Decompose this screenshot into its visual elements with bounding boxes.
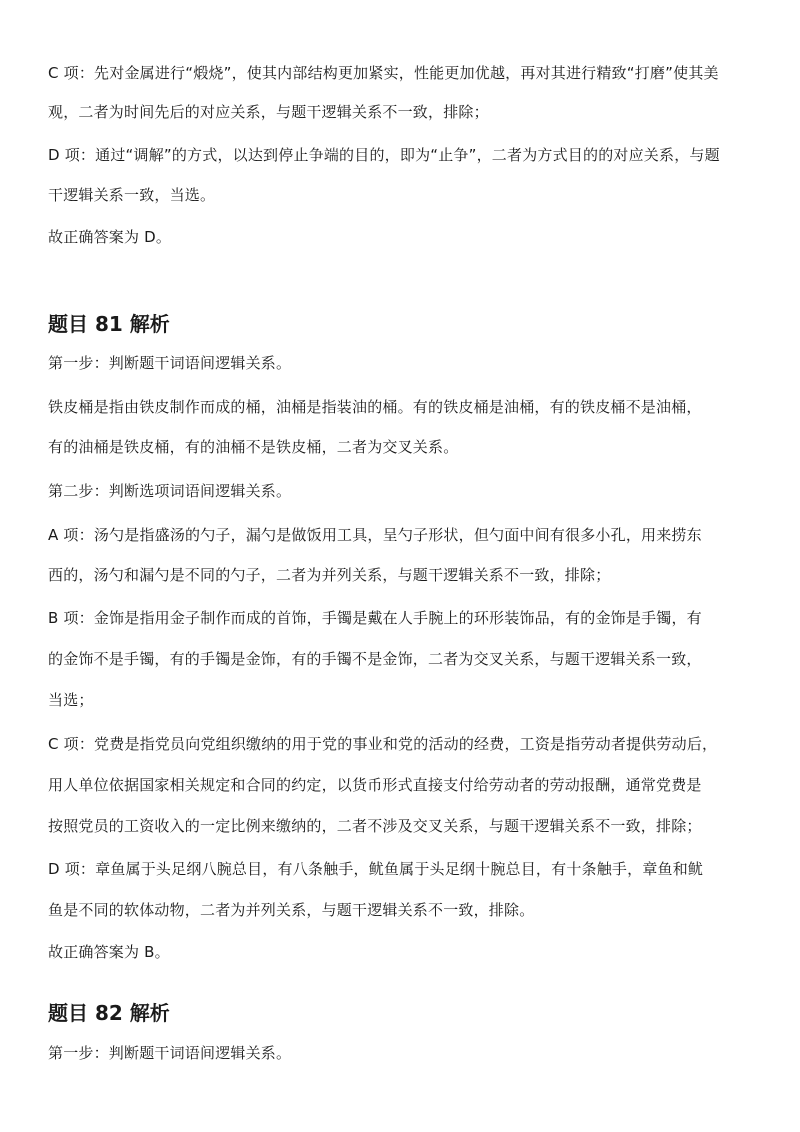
option-line: 用人单位依据国家相关规定和合同的约定，以货币形式直接支付给劳动者的劳动报酬，通常党费是 <box>48 776 702 794</box>
answer-line: 故正确答案为 B。 <box>48 943 170 961</box>
section-heading: 题目 81 解析 <box>48 312 170 336</box>
option-line: 当选； <box>48 691 94 709</box>
option-line: 西的，汤勺和漏勺是不同的勺子，二者为并列关系，与题干逻辑关系不一致，排除； <box>48 566 611 584</box>
option-line: A 项：汤勺是指盛汤的勺子，漏勺是做饭用工具，呈勺子形状，但勺面中间有很多小孔，用来捞东 <box>48 526 702 544</box>
option-line: 按照党员的工资收入的一定比例来缴纳的，二者不涉及交叉关系，与题干逻辑关系不一致，排除； <box>48 817 702 835</box>
paragraph-line: C 项：先对金属进行“煅烧”，使其内部结构更加紧实，性能更加优越，再对其进行精致“打磨”使其美 <box>48 64 719 82</box>
option-line: C 项：党费是指党员向党组织缴纳的用于党的事业和党的活动的经费，工资是指劳动者提供劳动后， <box>48 735 718 753</box>
paragraph-line: 干逻辑关系一致，当选。 <box>48 186 216 204</box>
step-line: 第一步：判断题干词语间逻辑关系。 <box>48 354 292 372</box>
option-line: 鱼是不同的软体动物，二者为并列关系，与题干逻辑关系不一致，排除。 <box>48 901 535 919</box>
section-heading: 题目 82 解析 <box>48 1001 170 1025</box>
step-line: 第二步：判断选项词语间逻辑关系。 <box>48 482 292 500</box>
option-line: 的金饰不是手镯，有的手镯是金饰，有的手镯不是金饰，二者为交叉关系，与题干逻辑关系一致， <box>48 650 702 668</box>
paragraph-line: 有的油桶是铁皮桶，有的油桶不是铁皮桶，二者为交叉关系。 <box>48 438 459 456</box>
paragraph-line: 观，二者为时间先后的对应关系，与题干逻辑关系不一致，排除； <box>48 103 489 121</box>
answer-line: 故正确答案为 D。 <box>48 228 172 246</box>
paragraph-line: D 项：通过“调解”的方式，以达到停止争端的目的，即为“止争”，二者为方式目的的对应关系，与题 <box>48 146 720 164</box>
paragraph-line: 铁皮桶是指由铁皮制作而成的桶，油桶是指装油的桶。有的铁皮桶是油桶，有的铁皮桶不是油桶， <box>48 398 702 416</box>
step-line: 第一步：判断题干词语间逻辑关系。 <box>48 1044 292 1062</box>
option-line: B 项：金饰是指用金子制作而成的首饰，手镯是戴在人手腕上的环形装饰品，有的金饰是手镯，有 <box>48 609 702 627</box>
option-line: D 项：章鱼属于头足纲八腕总目，有八条触手，鱿鱼属于头足纲十腕总目，有十条触手，章鱼和鱿 <box>48 860 704 878</box>
